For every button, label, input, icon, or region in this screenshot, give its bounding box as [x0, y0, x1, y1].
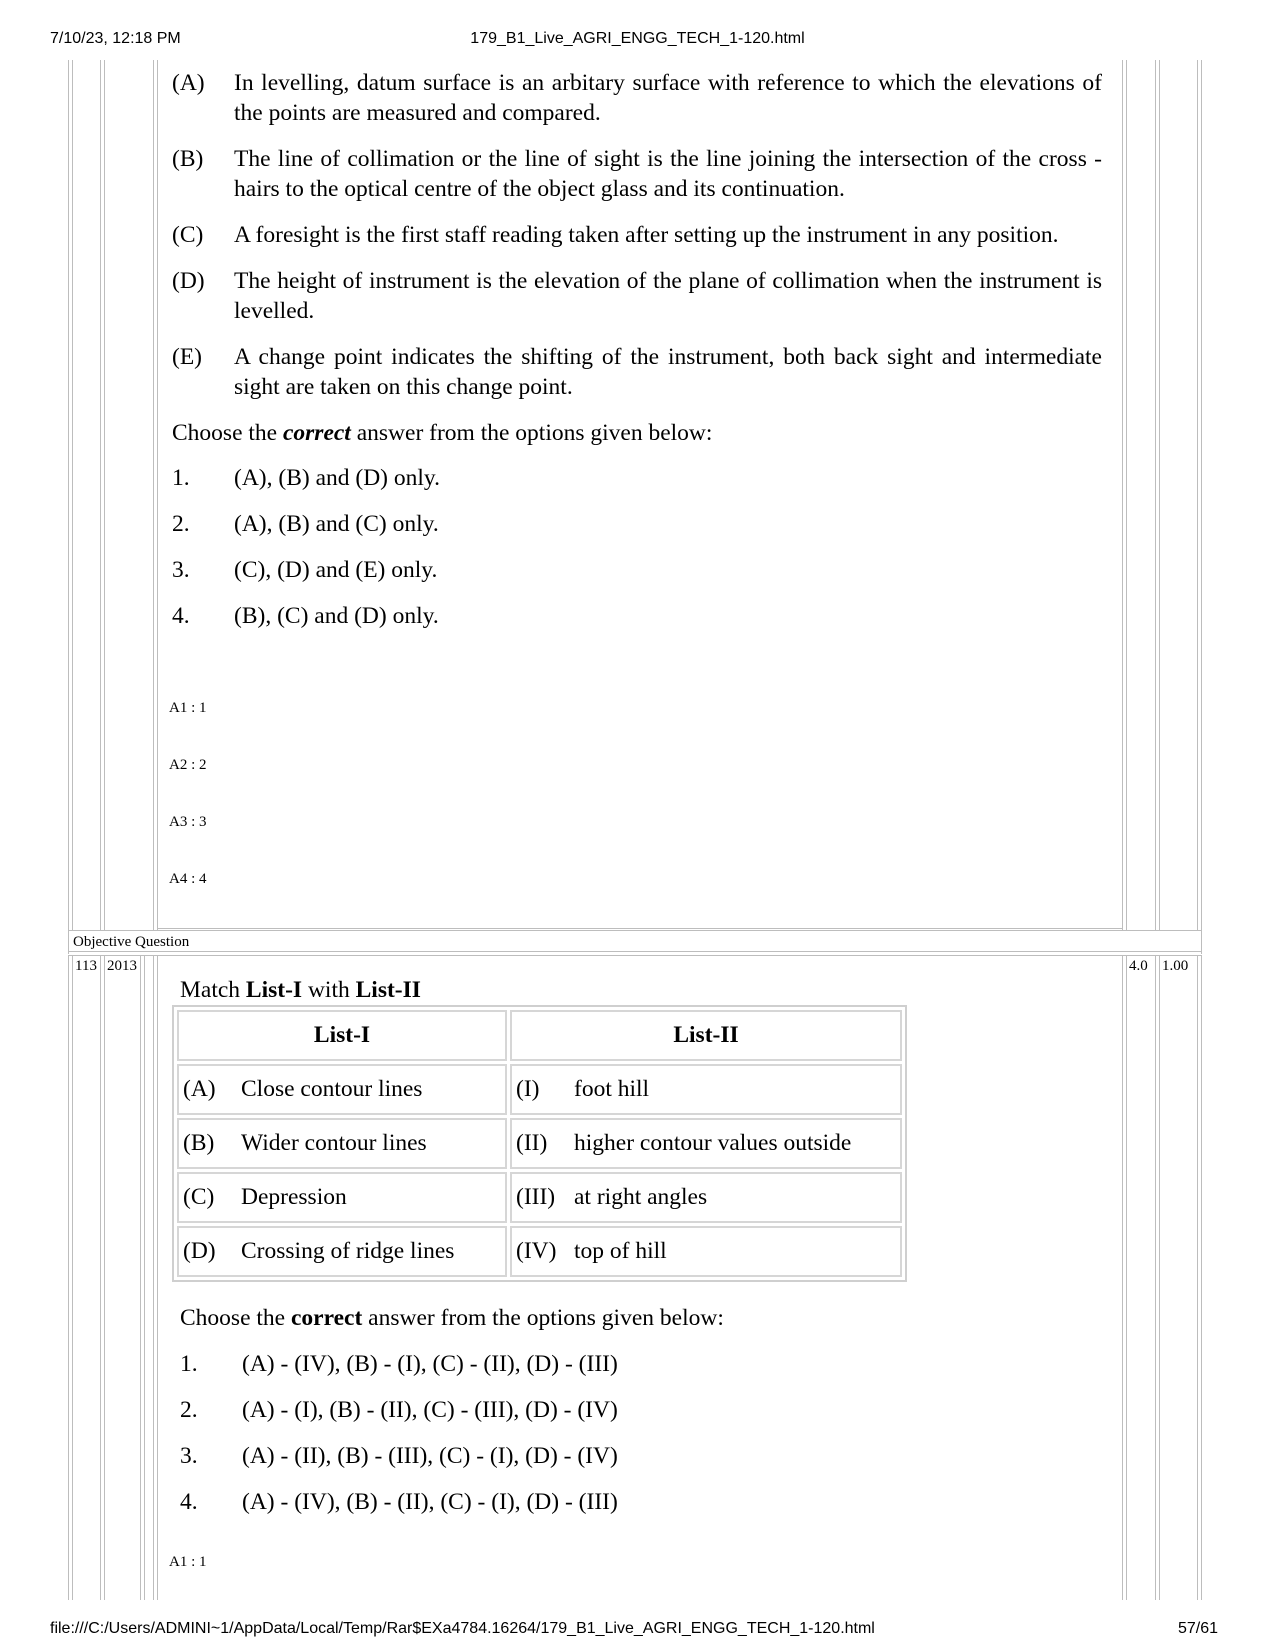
statement	[172, 68, 1102, 128]
option-number: 2.	[172, 511, 190, 537]
list1-item: Close contour lines	[241, 1076, 423, 1102]
answer-key: A2 : 2	[169, 757, 207, 773]
list1-label: (C)	[183, 1184, 215, 1210]
statement-label: (B)	[172, 146, 204, 172]
grid-line	[144, 955, 145, 1600]
column-header-list1: List-I	[177, 1010, 507, 1061]
list2-item: top of hill	[574, 1238, 667, 1264]
grid-line	[72, 955, 73, 1600]
option-number: 1.	[172, 465, 190, 491]
prompt-text: answer from the options given below:	[362, 1305, 724, 1331]
grid-line	[72, 60, 73, 930]
answer-key: A1 : 1	[169, 1554, 207, 1570]
answer-option	[180, 1395, 1080, 1425]
title-text: Match	[180, 977, 246, 1003]
answer-option	[172, 555, 1102, 585]
print-datetime: 7/10/23, 12:18 PM	[50, 30, 181, 47]
statement	[172, 342, 1102, 402]
statement-text: A change point indicates the shifting of the instrument, both back sight and intermediate sight are taken on this change point.	[234, 344, 1102, 400]
option-number: 1.	[180, 1351, 198, 1377]
option-text: (A) - (IV), (B) - (II), (C) - (I), (D) - (III)	[242, 1489, 618, 1515]
option-text: (A) - (I), (B) - (II), (C) - (III), (D) - (IV)	[242, 1397, 618, 1423]
grid-line	[1197, 955, 1198, 1600]
grid-line	[100, 60, 101, 930]
grid-line	[1201, 955, 1202, 1600]
answer-option	[172, 509, 1102, 539]
option-number: 4.	[172, 603, 190, 629]
option-text: (A) - (IV), (B) - (I), (C) - (II), (D) - (III)	[242, 1351, 618, 1377]
answer-key: A3 : 3	[169, 814, 207, 830]
list2-label: (I)	[516, 1076, 540, 1102]
grid-line	[104, 60, 105, 930]
statement-text: In levelling, datum surface is an arbitary surface with reference to which the elevations of the points are measured and compared.	[234, 70, 1102, 126]
option-text: (B), (C) and (D) only.	[234, 603, 439, 629]
grid-line	[68, 955, 69, 1600]
print-file-path: file:///C:/Users/ADMINI~1/AppData/Local/Temp/Rar$EXa4784.16264/179_B1_Live_AGRI_ENGG_TECH_1-120.html	[50, 1620, 875, 1637]
statement	[172, 144, 1102, 204]
option-number: 3.	[172, 557, 190, 583]
list1-label: (D)	[183, 1238, 216, 1264]
answer-prompt	[180, 1303, 1080, 1333]
grid-line	[1201, 930, 1202, 954]
answer-option	[172, 601, 1102, 631]
answer-option	[180, 1487, 1080, 1517]
answer-prompt	[172, 418, 1102, 448]
grid-line	[157, 60, 158, 930]
grid-line	[1155, 60, 1156, 930]
statement-label: (C)	[172, 222, 204, 248]
grid-line	[68, 955, 1201, 956]
statement-text: A foresight is the first staff reading taken after setting up the instrument in any position.	[234, 222, 1059, 248]
title-list2: List-II	[355, 977, 421, 1003]
option-text: (C), (D) and (E) only.	[234, 557, 438, 583]
grid-line	[1122, 955, 1123, 1600]
option-number: 2.	[180, 1397, 198, 1423]
answer-option	[180, 1441, 1080, 1471]
list1-item: Crossing of ridge lines	[241, 1238, 455, 1264]
list2-label: (II)	[516, 1130, 548, 1156]
list1-label: (A)	[183, 1076, 216, 1102]
answer-option	[180, 1349, 1080, 1379]
grid-line	[1126, 60, 1127, 930]
print-page-number: 57/61	[1177, 1620, 1218, 1637]
option-text: (A) - (II), (B) - (III), (C) - (I), (D) - (IV)	[242, 1443, 618, 1469]
table-row	[177, 1064, 902, 1115]
prompt-text: Choose the	[180, 1305, 291, 1331]
question-113-options	[180, 1303, 1080, 1533]
table-row	[177, 1172, 902, 1223]
title-list1: List-I	[245, 977, 303, 1003]
table-row	[177, 1226, 902, 1277]
table-header-row	[177, 1010, 902, 1061]
table-row	[177, 1118, 902, 1169]
option-number: 4.	[180, 1489, 198, 1515]
grid-line	[68, 930, 69, 954]
statement	[172, 266, 1102, 326]
grid-line	[104, 955, 105, 1600]
statement-label: (E)	[172, 344, 203, 370]
question-112-body	[172, 68, 1102, 647]
option-text: (A), (B) and (D) only.	[234, 465, 441, 491]
section-label: Objective Question	[73, 934, 190, 950]
list2-item: foot hill	[574, 1076, 650, 1102]
grid-line	[1159, 60, 1160, 930]
statement-text: The height of instrument is the elevation of the plane of collimation when the instrument is levelled.	[234, 268, 1102, 324]
list2-label: (III)	[516, 1184, 556, 1210]
prompt-text: Choose the	[172, 420, 283, 446]
answer-key: A1 : 1	[169, 700, 207, 716]
grid-line	[1155, 955, 1156, 1600]
grid-line	[1197, 60, 1198, 930]
list2-label: (IV)	[516, 1238, 557, 1264]
statement-label: (D)	[172, 268, 205, 294]
grid-line	[157, 955, 158, 1600]
column-header-list2: List-II	[510, 1010, 902, 1061]
list1-label: (B)	[183, 1130, 215, 1156]
grid-line	[68, 60, 69, 930]
prompt-emphasis: correct	[282, 420, 351, 446]
statement	[172, 220, 1102, 250]
statement-label: (A)	[172, 70, 205, 96]
list2-item: higher contour values outside	[574, 1130, 852, 1156]
grid-line	[1126, 955, 1127, 1600]
statement-text: The line of collimation or the line of sight is the line joining the intersection of the cross - hairs to the optical centre of the object glass and its continuation.	[234, 146, 1102, 202]
question-id: 2013	[107, 958, 137, 974]
option-number: 3.	[180, 1443, 198, 1469]
prompt-text: answer from the options given below:	[350, 420, 713, 446]
question-number: 113	[75, 958, 97, 974]
answer-option	[172, 463, 1102, 493]
match-table	[172, 1005, 907, 1282]
grid-line	[1201, 60, 1202, 930]
list1-item: Depression	[241, 1184, 347, 1210]
list2-item: at right angles	[574, 1184, 708, 1210]
question-113-title	[180, 975, 1080, 1005]
question-marks: 4.0	[1129, 958, 1148, 974]
grid-line	[140, 955, 141, 1600]
question-negative-marks: 1.00	[1162, 958, 1189, 974]
grid-line	[157, 928, 1122, 929]
grid-line	[153, 60, 154, 930]
answer-key: A4 : 4	[169, 871, 207, 887]
print-doc-title: 179_B1_Live_AGRI_ENGG_TECH_1-120.html	[470, 30, 805, 47]
grid-line	[100, 955, 101, 1600]
grid-line	[153, 955, 154, 1600]
prompt-emphasis: correct	[290, 1305, 363, 1331]
title-text: with	[302, 977, 356, 1003]
list1-item: Wider contour lines	[241, 1130, 427, 1156]
grid-line	[68, 951, 1201, 952]
grid-line	[68, 930, 1201, 931]
option-text: (A), (B) and (C) only.	[234, 511, 439, 537]
grid-line	[1122, 60, 1123, 930]
grid-line	[1159, 955, 1160, 1600]
